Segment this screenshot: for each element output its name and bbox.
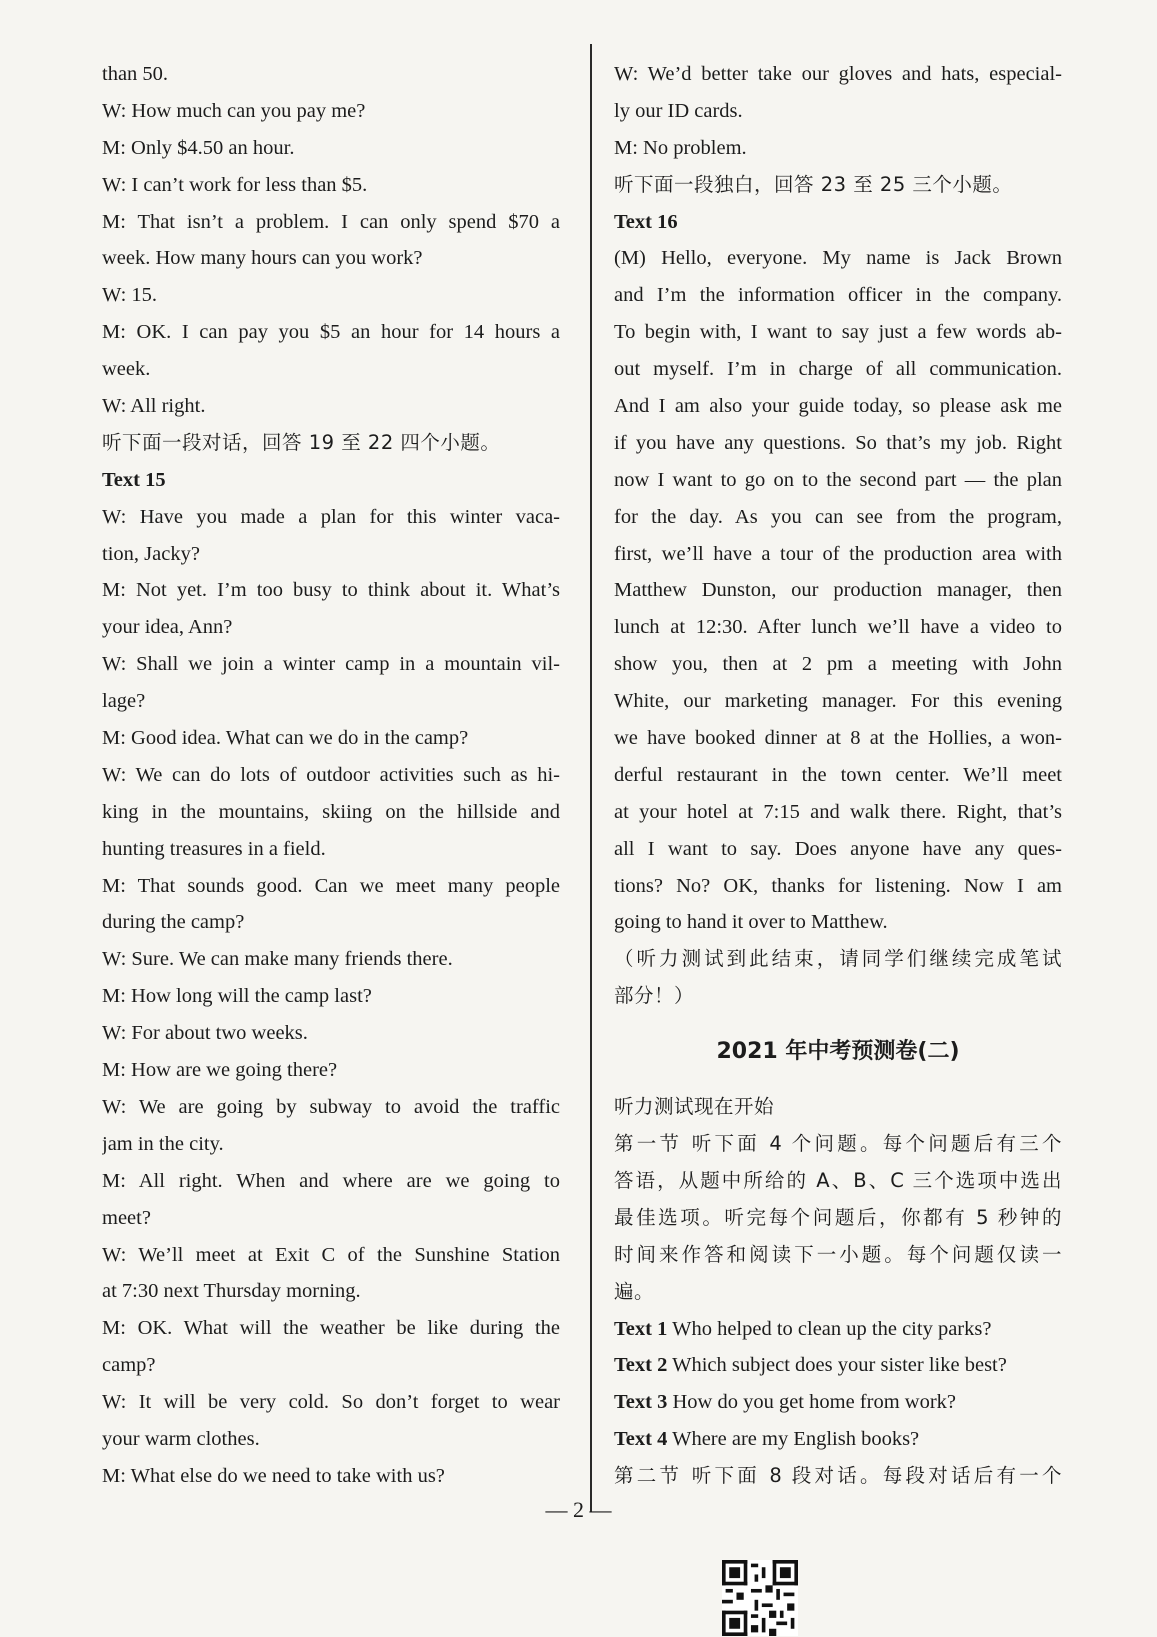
text-line: W: Sure. We can make many friends there. [102, 948, 453, 971]
right-column [614, 56, 1062, 1495]
text-line: derful restaurant in the town center. We’ll meet [614, 763, 1062, 786]
text-line: 听力测试现在开始 [614, 1095, 775, 1119]
section-heading: Text 16 [614, 210, 678, 233]
text-line: all I want to say. Does anyone have any ques- [614, 837, 1062, 860]
section-heading: Text 15 [102, 468, 166, 491]
text-line: going to hand it over to Matthew. [614, 911, 888, 934]
text-line: W: We are going by subway to avoid the traffic [102, 1095, 560, 1118]
text-line: W: We’ll meet at Exit C of the Sunshine Station [102, 1243, 560, 1266]
text-line: White, our marketing manager. For this evening [614, 690, 1062, 713]
text-line: king in the mountains, skiing on the hillside and [102, 800, 560, 823]
question-line [614, 1384, 1062, 1421]
text-line: 遍。 [614, 1279, 655, 1303]
text-line: 听下面一段独白，回答 23 至 25 三个小题。 [614, 172, 1013, 196]
text-line: at 7:30 next Thursday morning. [102, 1280, 361, 1303]
text-line: 时间来作答和阅读下一小题。每个问题仅读一 [614, 1242, 1062, 1266]
text-line: 最佳选项。听完每个问题后，你都有 5 秒钟的 [614, 1205, 1062, 1229]
question-text: Which subject does your sister like best? [667, 1354, 1007, 1377]
text-line: M: OK. I can pay you $5 an hour for 14 hours a [102, 321, 560, 344]
text-line: M: Only $4.50 an hour. [102, 136, 295, 159]
text-line: And I am also your guide today, so please ask me [614, 395, 1062, 418]
right-column-bottom [614, 1089, 1062, 1495]
exam-title: 2021 年中考预测卷(二) [716, 1039, 960, 1065]
text-line: M: Good idea. What can we do in the camp? [102, 727, 469, 750]
text-line: and I’m the information officer in the company. [614, 284, 1062, 307]
text-line: M: Not yet. I’m too busy to think about it. What’s [102, 579, 560, 602]
text-line: now I want to go on to the second part — the plan [614, 468, 1062, 491]
text-line: during the camp? [102, 911, 245, 934]
text-line: hunting treasures in a field. [102, 837, 326, 860]
left-column [102, 56, 560, 1495]
text-line: （听力测试到此结束，请同学们继续完成笔试 [614, 947, 1062, 971]
column-divider [590, 44, 592, 1512]
text-line: M: All right. When and where are we going to [102, 1169, 560, 1192]
text-line: we have booked dinner at 8 at the Hollies, a won- [614, 727, 1062, 750]
text-line: at your hotel at 7:15 and walk there. Right, that’s [614, 800, 1062, 823]
text-line: W: We can do lots of outdoor activities such as hi- [102, 763, 560, 786]
text-line: show you, then at 2 pm a meeting with John [614, 653, 1062, 676]
text-line: W: Have you made a plan for this winter vaca- [102, 505, 560, 528]
text-line: if you have any questions. So that’s my job. Right [614, 431, 1062, 454]
text-line: M: That sounds good. Can we meet many people [102, 874, 560, 897]
right-column-top [614, 56, 1062, 1015]
qr-code-icon [722, 1560, 798, 1636]
question-line [614, 1347, 1062, 1384]
text-line: week. [102, 358, 151, 381]
text-line: camp? [102, 1354, 156, 1377]
text-line: M: No problem. [614, 136, 747, 159]
text-line: your idea, Ann? [102, 616, 233, 639]
text-line: W: We’d better take our gloves and hats, especial- [614, 63, 1062, 85]
text-line: ly our ID cards. [614, 99, 743, 122]
text-line: lunch at 12:30. After lunch we’ll have a video to [614, 616, 1062, 639]
text-line: your warm clothes. [102, 1427, 260, 1450]
text-line: Matthew Dunston, our production manager, then [614, 579, 1062, 602]
question-text: Where are my English books? [667, 1428, 920, 1451]
text-line: M: How long will the camp last? [102, 985, 372, 1008]
text-line: tion, Jacky? [102, 542, 200, 565]
question-label: Text 3 [614, 1391, 668, 1414]
text-line: 部分！） [614, 984, 695, 1008]
text-line: meet? [102, 1206, 151, 1229]
text-line: than 50. [102, 63, 169, 85]
text-line: W: Shall we join a winter camp in a mountain vil- [102, 653, 560, 676]
text-line: for the day. As you can see from the program, [614, 505, 1062, 528]
question-text: Who helped to clean up the city parks? [667, 1317, 992, 1340]
page-number: — 2 — [545, 1497, 612, 1522]
text-line: 答语，从题中所给的 A、B、C 三个选项中选出 [614, 1168, 1062, 1192]
text-line: W: It will be very cold. So don’t forget to wear [102, 1391, 560, 1414]
text-line: 听下面一段对话，回答 19 至 22 四个小题。 [102, 430, 501, 454]
text-line: To begin with, I want to say just a few words ab- [614, 321, 1062, 344]
text-line: W: How much can you pay me? [102, 99, 366, 122]
text-line: M: What else do we need to take with us? [102, 1464, 445, 1487]
question-line [614, 1421, 1062, 1458]
text-line: jam in the city. [102, 1132, 224, 1155]
question-line [614, 1311, 1062, 1348]
question-label: Text 1 [614, 1317, 668, 1340]
text-line: W: All right. [102, 395, 206, 418]
text-line: tions? No? OK, thanks for listening. Now I am [614, 874, 1062, 897]
text-line: M: That isn’t a problem. I can only spend $70 a [102, 210, 560, 233]
text-line: 第二节 听下面 8 段对话。每段对话后有一个 [614, 1464, 1062, 1488]
question-text: How do you get home from work? [667, 1391, 956, 1414]
text-line: lage? [102, 690, 146, 713]
text-line: week. How many hours can you work? [102, 247, 423, 270]
text-line: (M) Hello, everyone. My name is Jack Brown [614, 247, 1062, 270]
text-line: out myself. I’m in charge of all communication. [614, 358, 1062, 381]
text-line: M: How are we going there? [102, 1059, 338, 1082]
text-line: first, we’ll have a tour of the production area with [614, 542, 1062, 565]
text-line: W: For about two weeks. [102, 1022, 308, 1045]
question-label: Text 4 [614, 1428, 668, 1451]
question-label: Text 2 [614, 1354, 668, 1377]
text-line: 第一节 听下面 4 个问题。每个问题后有三个 [614, 1132, 1062, 1156]
text-line: M: OK. What will the weather be like during the [102, 1317, 560, 1340]
text-line: W: 15. [102, 284, 158, 307]
text-line: W: I can’t work for less than $5. [102, 173, 368, 196]
